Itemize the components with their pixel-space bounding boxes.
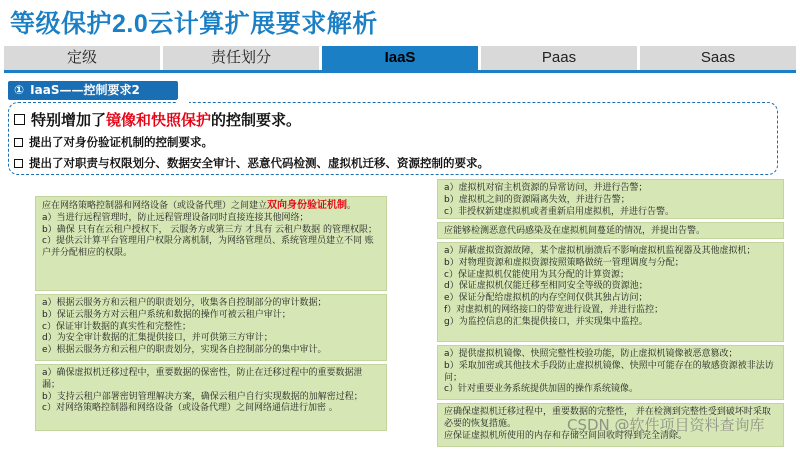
requirement-item <box>14 134 213 150</box>
panel-line: g）为监控信息的汇集提供接口，并实现集中监控。 <box>444 316 648 327</box>
panel-line: b）虚拟机之间的资源隔离失效，并进行告警； <box>444 194 630 205</box>
panel-line: 应确保虚拟机迁移过程中，重要数据的完整性， 并在检测到完整性受到破坏时采取必要的恢复措施。 <box>444 407 771 429</box>
panel-line: b）保证云服务方对云租户系统和数据的操作可被云租户审计； <box>42 309 291 320</box>
tab-iaas[interactable]: IaaS <box>322 46 478 70</box>
panel-line: a）确保虚拟机迁移过程中，重要数据的保密性，防止在迁移过程中的重要数据泄漏； <box>42 368 363 390</box>
panel-line: e）保证分配给虚拟机的内存空间仅供其独占访问； <box>444 293 648 304</box>
panel-line: d）为安全审计数据的汇集提供接口，并可供第三方审计； <box>42 333 273 344</box>
tab-bar <box>4 46 796 70</box>
panel-line: d）保证虚拟机仅能迁移至相同安全等级的资源池； <box>444 281 648 292</box>
panel-line: c）对网络策略控制器和网络设备（或设备代理）之间网络通信进行加密 。 <box>42 403 338 414</box>
tab-underline <box>4 70 796 73</box>
panel-line: a）屏蔽虚拟资源故障，某个虚拟机崩溃后不影响虚拟机监视器及其他虚拟机； <box>444 246 756 256</box>
checkbox-icon <box>14 138 23 147</box>
tab-saas[interactable]: Saas <box>640 46 796 70</box>
panel-intrusion-alert <box>437 179 784 219</box>
checkbox-icon <box>14 114 25 125</box>
panel-line: a）根据云服务方和云租户的职责划分，收集各自控制部分的审计数据； <box>42 298 327 308</box>
requirement-main-prefix: 特别增加了 <box>31 111 107 129</box>
panel-line: a）当进行远程管理时，防止远程管理设备同时直接连接其他网络； <box>42 212 309 223</box>
panel-identity-auth <box>35 196 387 291</box>
panel-line: c）保证审计数据的真实性和完整性； <box>42 321 191 332</box>
tab-paas[interactable]: Paas <box>481 46 637 70</box>
panel-line: c）保证虚拟机仅能使用为其分配的计算资源； <box>444 269 629 280</box>
watermark: CSDN @软件项目资料查询库 <box>567 416 765 434</box>
page-title: 等级保护2.0云计算扩展要求解析 <box>10 10 378 38</box>
panel-line: c）非授权新建虚拟机或者重新启用虚拟机，并进行告警。 <box>444 206 674 217</box>
requirement-item <box>14 155 489 171</box>
panel-line: a）提供虚拟机镜像、快照完整性校验功能，防止虚拟机镜像被恶意篡改； <box>444 349 738 359</box>
panel-data-confidentiality <box>35 364 387 431</box>
section-heading <box>8 81 178 100</box>
panel-line: a）虚拟机对宿主机资源的异常访问，并进行告警； <box>444 183 648 193</box>
requirement-main-suffix: 的控制要求。 <box>211 111 302 129</box>
section-label: IaaS——控制要求2 <box>30 83 140 97</box>
requirement-highlight: 镜像和快照保护 <box>106 111 212 129</box>
panel-line: b）对物理资源和虚拟资源按照策略做统一管理调度与分配； <box>444 257 684 268</box>
requirement-item-text: 提出了对职责与权限划分、数据安全审计、恶意代码检测、虚拟机迁移、资源控制的要求。 <box>29 156 489 170</box>
panel-security-audit <box>35 294 387 361</box>
panel-line: b）支持云租户部署密钥管理解决方案，确保云租户自行实现数据的加解密过程； <box>42 391 363 402</box>
requirement-item-text: 提出了对身份验证机制的控制要求。 <box>29 135 213 149</box>
panel-lead: 应在网络策略控制器和网络设备（或设备代理）之间建立双向身份验证机制。 <box>42 200 357 211</box>
panel-malware-detection <box>437 222 784 239</box>
panel-line: 应能够检测恶意代码感染及在虚拟机间蔓延的情况，并提出告警。 <box>444 226 706 236</box>
tab-responsibility[interactable]: 责任划分 <box>163 46 319 70</box>
panel-line: c）针对重要业务系统提供加固的操作系统镜像。 <box>444 384 638 395</box>
requirement-main <box>14 109 301 130</box>
panel-line: e）根据云服务方和云租户的职责划分，实现各自控制部分的集中审计。 <box>42 345 327 356</box>
tab-grading[interactable]: 定级 <box>4 46 160 70</box>
panel-resource-control <box>437 242 784 342</box>
panel-line: c）提供云计算平台管理用户权限分离机制，为网络管理员、系统管理员建立不同 账户并分配相应的权限。 <box>42 236 374 259</box>
panel-line: b）确保 只有在云租户授权下， 云服务方或第三方 才具有 云租户数据 的管理权限； <box>42 224 378 235</box>
panel-image-snapshot <box>437 345 784 400</box>
panel-highlight: 双向身份验证机制 <box>267 200 348 211</box>
panel-line: 应保证虚拟机所使用的内存和存储空间回收时得到完全清除。 <box>444 430 688 441</box>
panel-line: f）对虚拟机的网络接口的带宽进行设置，并进行监控； <box>444 304 664 315</box>
panel-line: b）采取加密或其他技术手段防止虚拟机镜像、快照中可能存在的敏感资源被非法访问； <box>444 360 774 383</box>
section-number: ① <box>14 83 25 97</box>
checkbox-icon <box>14 159 23 168</box>
